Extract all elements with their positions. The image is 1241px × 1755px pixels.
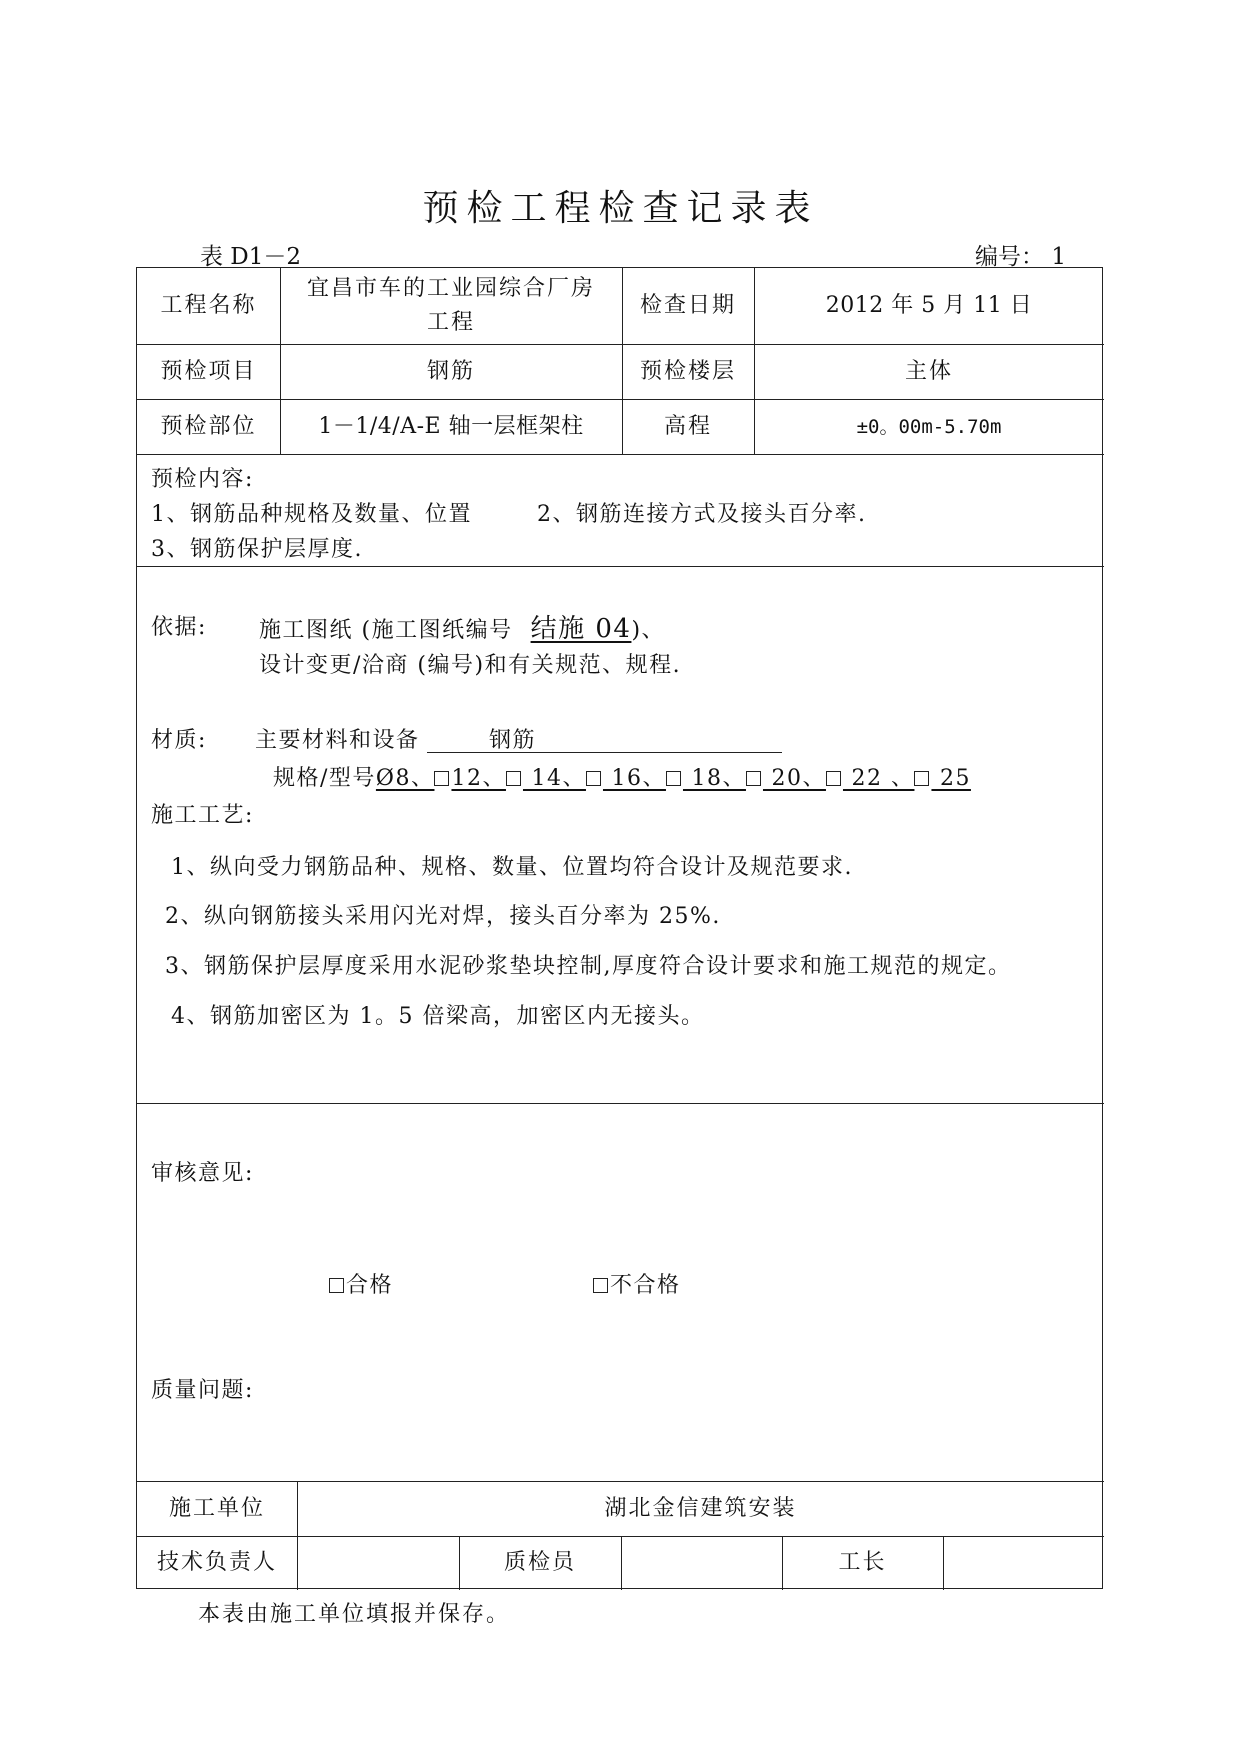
rebar-grade-icon <box>746 771 761 786</box>
footer-note: 本表由施工单位填报并保存。 <box>198 1602 511 1627</box>
spec-value: 18、 <box>682 766 746 791</box>
inspection-item-value: 钢筋 <box>426 358 475 384</box>
fail-label: 不合格 <box>610 1273 681 1298</box>
serial-value: 1 <box>1051 244 1066 270</box>
project-name-line1: 宜昌市车的工业园综合厂房 <box>306 276 595 301</box>
inspection-date-label: 检查日期 <box>639 293 736 318</box>
basis-drawings-prefix: 施工图纸 (施工图纸编号 <box>259 618 513 643</box>
row-divider <box>137 1103 1104 1104</box>
spec-label: 规格/型号 <box>273 766 376 791</box>
inspection-floor-value: 主体 <box>904 358 953 384</box>
project-name-value <box>280 268 622 344</box>
process-label: 施工工艺: <box>151 803 254 828</box>
elevation-label: 高程 <box>663 413 712 439</box>
quality-issues-label: 质量问题: <box>151 1378 254 1403</box>
rebar-grade-icon <box>506 771 521 786</box>
spec-value: 14、 <box>522 766 586 791</box>
content-label: 预检内容: <box>151 467 254 492</box>
contractor-label: 施工单位 <box>168 1495 265 1521</box>
form-code: 表 D1－2 <box>200 244 302 270</box>
record-form <box>136 267 1103 1589</box>
drawing-number: 结施 04 <box>530 614 632 644</box>
diameter-icon: Ø <box>375 766 396 791</box>
rebar-grade-icon <box>914 771 929 786</box>
rebar-grade-icon <box>666 771 681 786</box>
row-divider <box>137 566 1104 567</box>
pass-option[interactable] <box>329 1268 393 1299</box>
inspector-signature[interactable] <box>621 1536 782 1590</box>
tech-lead-signature[interactable] <box>297 1536 459 1590</box>
foreman-signature[interactable] <box>943 1536 1104 1590</box>
fail-option[interactable] <box>593 1268 681 1299</box>
project-name-label: 工程名称 <box>160 293 257 318</box>
content-item-3: 3、钢筋保护层厚度. <box>151 537 363 562</box>
serial-label: 编号： <box>975 244 1044 270</box>
project-name-line2: 工程 <box>426 310 475 335</box>
row-divider <box>137 454 1104 455</box>
inspection-floor-label: 预检楼层 <box>639 358 736 384</box>
fail-checkbox[interactable] <box>593 1278 608 1293</box>
spec-value: 16、 <box>602 766 666 791</box>
spec-value: 12、 <box>451 766 506 791</box>
pass-label: 合格 <box>346 1273 394 1298</box>
spec-value: 20、 <box>762 766 826 791</box>
inspection-date-value: 2012 年 5 月 11 日 <box>825 293 1033 318</box>
spec-row <box>273 761 971 792</box>
inspector-label: 质检员 <box>503 1550 576 1575</box>
basis-drawings-suffix: )、 <box>631 618 666 643</box>
rebar-grade-icon <box>434 771 449 786</box>
process-item-1: 1、纵向受力钢筋品种、规格、数量、位置均符合设计及规范要求. <box>171 855 853 880</box>
inspection-location-value: 1－1/4/A-E 轴一层框架柱 <box>318 413 584 439</box>
content-item-2: 2、钢筋连接方式及接头百分率. <box>537 502 867 527</box>
main-material-underline <box>427 752 782 753</box>
basis-line-2: 设计变更/洽商 (编号)和有关规范、规程. <box>259 653 682 678</box>
basis-label: 依据: <box>151 615 207 640</box>
inspection-item-label: 预检项目 <box>160 358 257 384</box>
spec-value: 22 、 <box>842 766 915 791</box>
process-item-3: 3、钢筋保护层厚度采用水泥砂浆垫块控制,厚度符合设计要求和施工规范的规定。 <box>165 954 1012 979</box>
spec-value: 8、 <box>395 766 435 791</box>
process-item-2: 2、纵向钢筋接头采用闪光对焊，接头百分率为 25%. <box>165 904 721 929</box>
material-label: 材质: <box>151 728 207 753</box>
content-item-1: 1、钢筋品种规格及数量、位置 <box>151 502 472 527</box>
spec-list <box>376 766 971 791</box>
elevation-value: ±0。00m-5.70m <box>856 415 1002 438</box>
rebar-grade-icon <box>826 771 841 786</box>
pass-checkbox[interactable] <box>329 1278 344 1293</box>
basis-line-1 <box>259 608 665 645</box>
inspection-location-label: 预检部位 <box>160 413 257 439</box>
spec-value: 25 <box>931 766 971 791</box>
process-item-4: 4、钢筋加密区为 1。5 倍梁高，加密区内无接头。 <box>171 1004 705 1029</box>
review-label: 审核意见: <box>151 1161 254 1186</box>
main-material-label: 主要材料和设备 <box>255 728 420 753</box>
tech-lead-label: 技术负责人 <box>156 1550 277 1575</box>
rebar-grade-icon <box>586 771 601 786</box>
foreman-label: 工长 <box>838 1550 887 1575</box>
contractor-value: 湖北金信建筑安装 <box>604 1495 797 1521</box>
document-title: 预检工程检查记录表 <box>422 188 819 229</box>
main-material-value: 钢筋 <box>489 728 537 753</box>
